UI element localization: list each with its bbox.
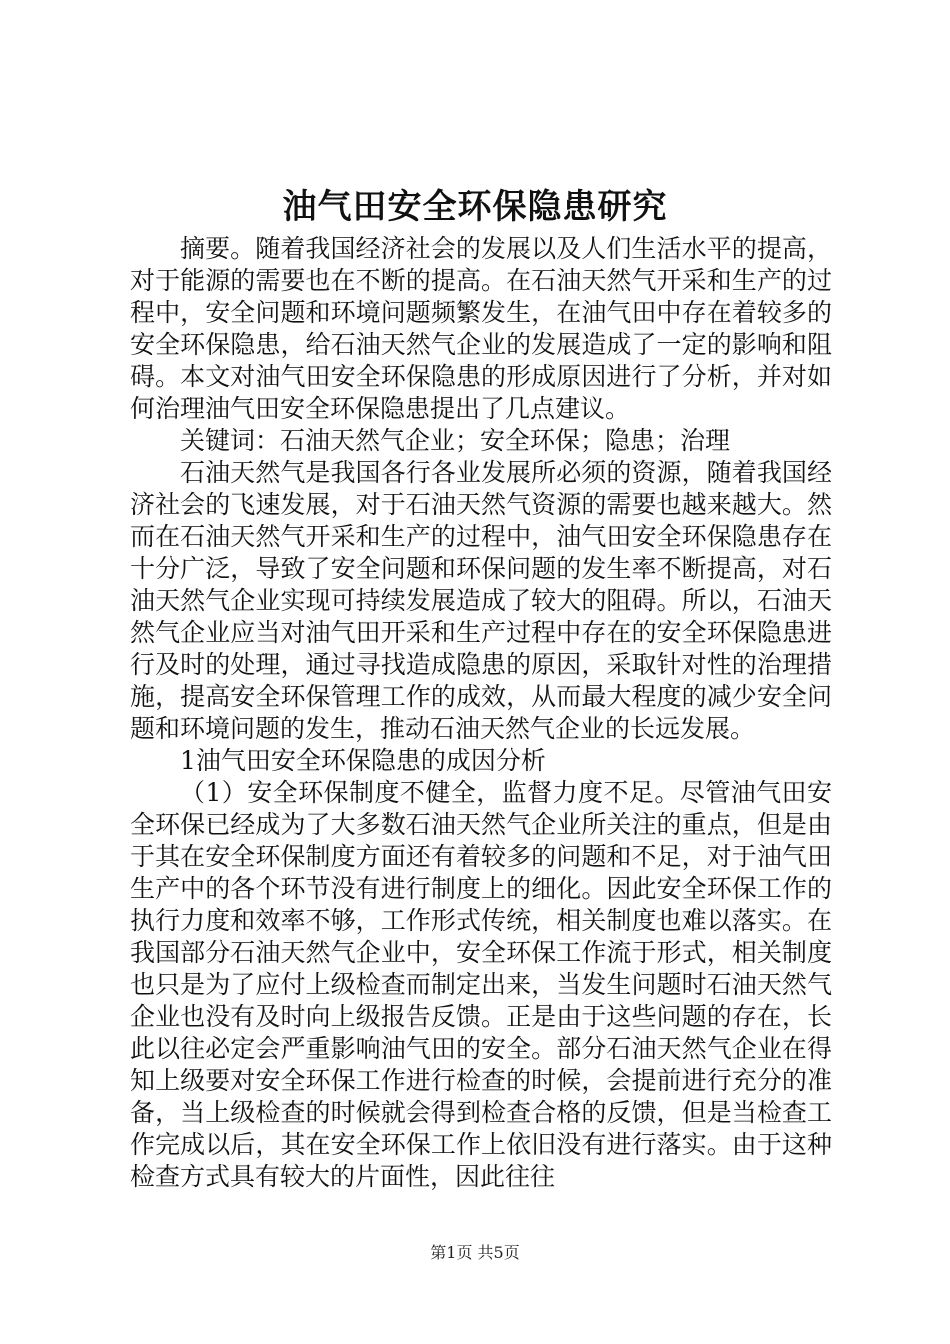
section-paragraph: （1）安全环保制度不健全，监督力度不足。尽管油气田安全环保已经成为了大多数石油天然气企业所关注的重点，但是由于其在安全环保制度方面还有着较多的问题和不足，对于油气田生产中的各个环节没有进行制度上的细化。因此安全环保工作的执行力度和效率不够，工作形式传统，相关制度也难以落实。在我国部分石油天然气企业中，安全环保工作流于形式，相关制度也只是为了应付上级检查而制定出来，当发生问题时石油天然气企业也没有及时向上级报告反馈。正是由于这些问题的存在，长此以往必定会严重影响油气田的安全。部分石油天然气企业在得知上级要对安全环保工作进行检查的时候，会提前进行充分的准备，当上级检查的时候就会得到检查合格的反馈，但是当检查工作完成以后，其在安全环保工作上依旧没有进行落实。由于这种检查方式具有较大的片面性，因此往往: [130, 778, 832, 1191]
section-heading: 1油气田安全环保隐患的成因分析: [180, 746, 546, 775]
intro-paragraph: 石油天然气是我国各行各业发展所必须的资源，随着我国经济社会的飞速发展，对于石油天然气资源的需要也越来越大。然而在石油天然气开采和生产的过程中，油气田安全环保隐患存在十分广泛，导致了安全问题和环保问题的发生率不断提高，对石油天然气企业实现可持续发展造成了较大的阻碍。所以，石油天然气企业应当对油气田开采和生产过程中存在的安全环保隐患进行及时的处理，通过寻找造成隐患的原因，采取针对性的治理措施，提高安全环保管理工作的成效，从而最大程度的减少安全问题和环境问题的发生，推动石油天然气企业的长远发展。: [130, 458, 832, 743]
abstract-paragraph: 摘要。随着我国经济社会的发展以及人们生活水平的提高，对于能源的需要也在不断的提高。在石油天然气开采和生产的过程中，安全问题和环境问题频繁发生，在油气田中存在着较多的安全环保隐患，给石油天然气企业的发展造成了一定的影响和阻碍。本文对油气田安全环保隐患的形成原因进行了分析，并对如何治理油气田安全环保隐患提出了几点建议。: [130, 234, 832, 423]
document-body: [130, 233, 832, 1193]
document-title: 油气田安全环保隐患研究: [282, 187, 668, 227]
keywords-paragraph: 关键词：石油天然气企业；安全环保；隐患；治理: [180, 426, 731, 455]
page-footer: 第1页 共5页: [430, 1243, 520, 1262]
